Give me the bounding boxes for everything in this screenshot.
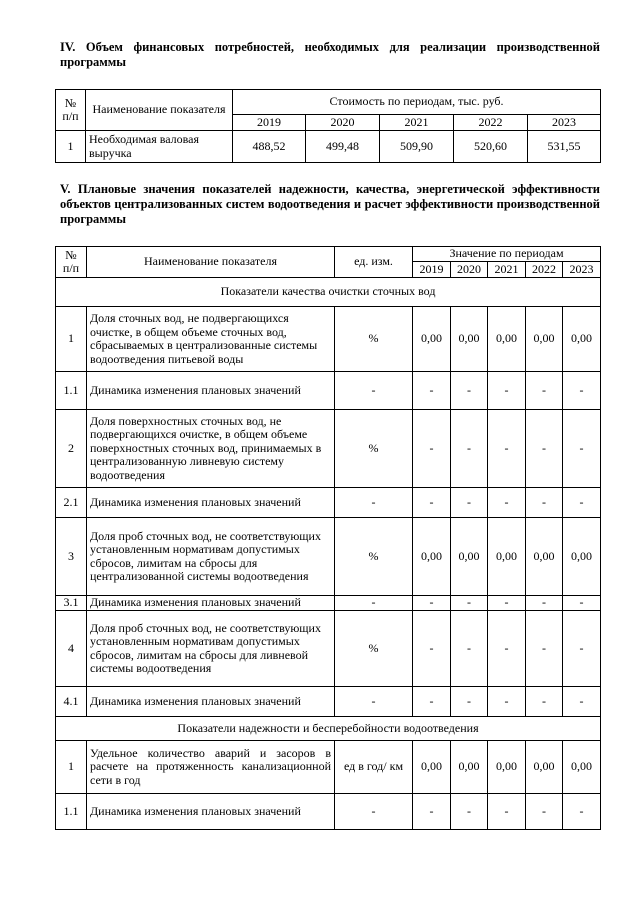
value-cell: -: [413, 596, 451, 611]
row-unit: %: [335, 307, 413, 372]
group-header-quality: Показатели качества очистки сточных вод: [56, 278, 601, 307]
year-header: 2021: [488, 262, 526, 278]
table-row: [56, 611, 601, 687]
table-row: [56, 488, 601, 518]
value-cell: 0,00: [488, 307, 526, 372]
value-cell: 0,00: [488, 518, 526, 596]
value-cell: 0,00: [413, 518, 451, 596]
value-cell: -: [413, 687, 451, 717]
table-row: [56, 131, 601, 163]
value-cell: -: [526, 794, 563, 830]
value-cell: -: [413, 611, 451, 687]
row-unit: -: [335, 794, 413, 830]
row-name: Динамика изменения плановых значений: [87, 372, 335, 410]
row-name: Динамика изменения плановых значений: [87, 488, 335, 518]
table-row: [56, 372, 601, 410]
year-header: 2022: [526, 262, 563, 278]
table-row: [56, 741, 601, 794]
row-name: Доля проб сточных вод, не соответствующих установленным нормативам допустимых сбросов, лимитам на сбросы для централизованной системы водоотведения: [87, 518, 335, 596]
value-cell: -: [488, 372, 526, 410]
col-header-name: Наименование показателя: [87, 247, 335, 278]
row-num: 2.1: [56, 488, 87, 518]
value-cell: -: [488, 611, 526, 687]
row-unit: %: [335, 410, 413, 488]
table-row: [56, 410, 601, 488]
row-unit: -: [335, 372, 413, 410]
value-cell: -: [451, 611, 488, 687]
year-header: 2020: [451, 262, 488, 278]
year-header: 2019: [413, 262, 451, 278]
table-row: [56, 794, 601, 830]
value-cell: -: [451, 596, 488, 611]
col-header-cost: Стоимость по периодам, тыс. руб.: [233, 90, 601, 115]
row-num: 3: [56, 518, 87, 596]
value-cell: -: [563, 794, 601, 830]
row-unit: %: [335, 611, 413, 687]
value-cell: 520,60: [454, 131, 528, 163]
table-row: [56, 307, 601, 372]
row-num: 1: [56, 741, 87, 794]
value-cell: -: [526, 488, 563, 518]
value-cell: 0,00: [526, 741, 563, 794]
value-cell: -: [413, 488, 451, 518]
value-cell: 0,00: [488, 741, 526, 794]
value-cell: -: [413, 410, 451, 488]
year-header: 2023: [528, 115, 601, 131]
value-cell: -: [526, 687, 563, 717]
value-cell: 0,00: [451, 741, 488, 794]
value-cell: -: [526, 596, 563, 611]
value-cell: -: [563, 687, 601, 717]
value-cell: -: [451, 372, 488, 410]
col-header-num: № п/п: [56, 247, 87, 278]
row-num: 1: [56, 131, 86, 163]
row-name: Доля поверхностных сточных вод, не подвергающихся очистке, в общем объеме поверхностных сточных вод, принимаемых в централизованную ливневую систему водоотведения: [87, 410, 335, 488]
year-header: 2022: [454, 115, 528, 131]
row-num: 3.1: [56, 596, 87, 611]
row-name: Доля сточных вод, не подвергающихся очистке, в общем объеме сточных вод, сбрасываемых в централизованные системы водоотведения питьевой воды: [87, 307, 335, 372]
row-num: 1.1: [56, 794, 87, 830]
value-cell: 0,00: [451, 307, 488, 372]
value-cell: 0,00: [526, 518, 563, 596]
row-unit: -: [335, 596, 413, 611]
value-cell: -: [526, 611, 563, 687]
row-num: 4.1: [56, 687, 87, 717]
value-cell: 499,48: [306, 131, 380, 163]
value-cell: -: [563, 410, 601, 488]
value-cell: -: [563, 611, 601, 687]
row-unit: %: [335, 518, 413, 596]
value-cell: -: [563, 488, 601, 518]
row-num: 1: [56, 307, 87, 372]
value-cell: -: [488, 687, 526, 717]
value-cell: 531,55: [528, 131, 601, 163]
table-row: [56, 596, 601, 611]
row-unit: ед в год/ км: [335, 741, 413, 794]
value-cell: -: [526, 410, 563, 488]
year-header: 2021: [380, 115, 454, 131]
value-cell: 0,00: [413, 741, 451, 794]
row-num: 1.1: [56, 372, 87, 410]
col-header-num: № п/п: [56, 90, 86, 131]
value-cell: 0,00: [413, 307, 451, 372]
value-cell: 0,00: [563, 307, 601, 372]
row-unit: -: [335, 687, 413, 717]
row-name: Динамика изменения плановых значений: [87, 794, 335, 830]
table-row: [56, 687, 601, 717]
value-cell: -: [451, 687, 488, 717]
value-cell: 0,00: [563, 741, 601, 794]
row-name: Доля проб сточных вод, не соответствующих установленным нормативам допустимых сбросов, лимитам на сбросы для ливневой системы водоотведения: [87, 611, 335, 687]
section-4-heading: IV. Объем финансовых потребностей, необходимых для реализации производственной программы: [60, 40, 600, 69]
value-cell: -: [451, 794, 488, 830]
col-header-unit: ед. изм.: [335, 247, 413, 278]
table-row: [56, 518, 601, 596]
section-5-heading: V. Плановые значения показателей надежности, качества, энергетической эффективности объектов централизованных систем водоотведения и расчет эффективности производственной программы: [60, 182, 600, 226]
value-cell: 509,90: [380, 131, 454, 163]
value-cell: 0,00: [451, 518, 488, 596]
value-cell: -: [488, 488, 526, 518]
col-header-name: Наименование показателя: [86, 90, 233, 131]
value-cell: -: [451, 488, 488, 518]
value-cell: 488,52: [233, 131, 306, 163]
value-cell: -: [451, 410, 488, 488]
year-header: 2023: [563, 262, 601, 278]
col-header-value: Значение по периодам: [413, 247, 601, 262]
row-num: 2: [56, 410, 87, 488]
row-name: Динамика изменения плановых значений: [87, 687, 335, 717]
year-header: 2020: [306, 115, 380, 131]
row-name: Необходимая валовая выручка: [86, 131, 233, 163]
value-cell: -: [526, 372, 563, 410]
row-unit: -: [335, 488, 413, 518]
year-header: 2019: [233, 115, 306, 131]
financial-needs-table: [55, 89, 601, 163]
value-cell: -: [488, 794, 526, 830]
row-name: Динамика изменения плановых значений: [87, 596, 335, 611]
value-cell: -: [488, 596, 526, 611]
value-cell: -: [413, 794, 451, 830]
value-cell: -: [413, 372, 451, 410]
value-cell: -: [488, 410, 526, 488]
indicators-table: [55, 246, 601, 830]
value-cell: 0,00: [563, 518, 601, 596]
value-cell: -: [563, 596, 601, 611]
row-name: Удельное количество аварий и засоров в расчете на протяженность канализационной сети в год: [87, 741, 335, 794]
value-cell: -: [563, 372, 601, 410]
value-cell: 0,00: [526, 307, 563, 372]
group-header-reliability: Показатели надежности и бесперебойности водоотведения: [56, 717, 601, 741]
row-num: 4: [56, 611, 87, 687]
